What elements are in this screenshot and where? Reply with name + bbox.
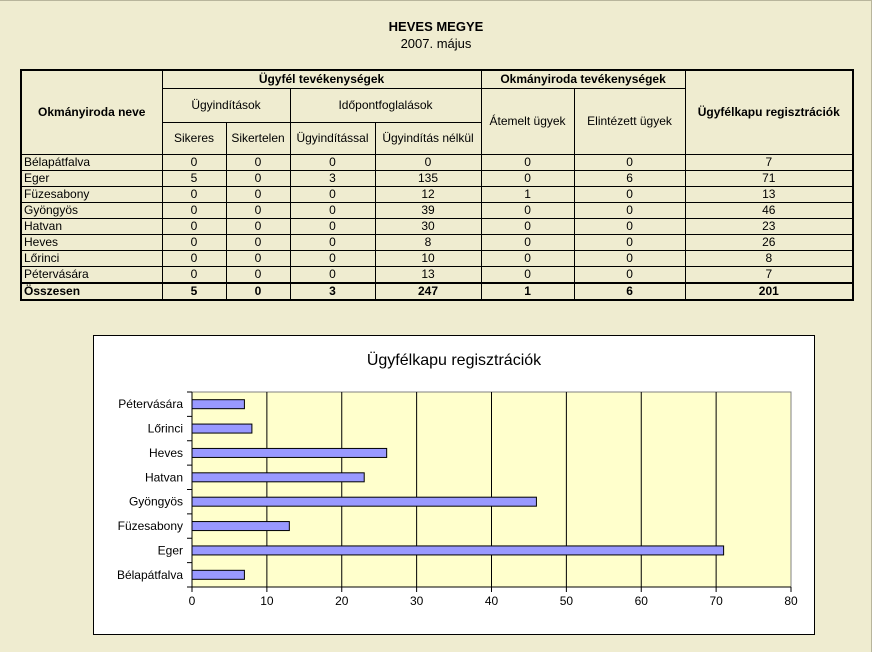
cell-value: 0 bbox=[226, 154, 290, 170]
bar-chart bbox=[94, 336, 814, 634]
header-transferred: Átemelt ügyek bbox=[481, 88, 574, 154]
cell-total: 3 bbox=[290, 283, 375, 300]
report-subtitle: 2007. május bbox=[400, 36, 472, 51]
table-row bbox=[21, 218, 853, 234]
bar bbox=[192, 497, 536, 506]
cell-value: 13 bbox=[685, 186, 853, 202]
cell-office: Lőrinci bbox=[21, 250, 162, 266]
x-tick-label: 70 bbox=[709, 594, 723, 608]
cell-value: 10 bbox=[375, 250, 481, 266]
cell-value: 0 bbox=[226, 234, 290, 250]
header-without-initiation: Ügyindítás nélkül bbox=[375, 122, 481, 154]
cell-value: 8 bbox=[685, 250, 853, 266]
cell-value: 0 bbox=[574, 218, 685, 234]
cell-value: 7 bbox=[685, 154, 853, 170]
statistics-table bbox=[20, 69, 854, 301]
header-with-initiation: Ügyindítással bbox=[290, 122, 375, 154]
cell-office: Füzesabony bbox=[21, 186, 162, 202]
cell-value: 0 bbox=[290, 250, 375, 266]
cell-office: Gyöngyös bbox=[21, 202, 162, 218]
x-tick-label: 30 bbox=[409, 594, 424, 608]
y-tick-label: Heves bbox=[148, 445, 183, 460]
x-tick-label: 60 bbox=[634, 594, 648, 608]
cell-value: 0 bbox=[574, 250, 685, 266]
cell-value: 0 bbox=[162, 234, 226, 250]
cell-total: 1 bbox=[481, 283, 574, 300]
cell-value: 1 bbox=[481, 186, 574, 202]
header-case-initiations: Ügyindítások bbox=[162, 88, 290, 122]
x-tick-label: 80 bbox=[784, 594, 798, 608]
cell-value: 0 bbox=[162, 202, 226, 218]
table-row bbox=[21, 202, 853, 218]
bar bbox=[192, 448, 387, 457]
cell-value: 13 bbox=[375, 266, 481, 283]
table-total-row bbox=[21, 283, 853, 300]
cell-value: 0 bbox=[481, 234, 574, 250]
x-tick-label: 10 bbox=[260, 594, 274, 608]
cell-value: 0 bbox=[162, 266, 226, 283]
table-row bbox=[21, 234, 853, 250]
bar bbox=[192, 424, 252, 433]
cell-value: 0 bbox=[226, 170, 290, 186]
y-tick-label: Pétervására bbox=[118, 397, 183, 412]
cell-value: 5 bbox=[162, 170, 226, 186]
cell-value: 0 bbox=[226, 250, 290, 266]
cell-value: 0 bbox=[226, 186, 290, 202]
y-tick-label: Bélapátfalva bbox=[116, 567, 183, 582]
table-row bbox=[21, 186, 853, 202]
y-tick-label: Gyöngyös bbox=[128, 494, 183, 509]
cell-value: 0 bbox=[162, 218, 226, 234]
bar bbox=[192, 400, 244, 409]
cell-value: 30 bbox=[375, 218, 481, 234]
cell-value: 0 bbox=[162, 186, 226, 202]
cell-office: Pétervására bbox=[21, 266, 162, 283]
header-registrations: Ügyfélkapu regisztrációk bbox=[685, 70, 853, 154]
x-tick-label: 0 bbox=[188, 594, 196, 608]
cell-value: 0 bbox=[290, 218, 375, 234]
bar bbox=[192, 546, 724, 555]
cell-total: 0 bbox=[226, 283, 290, 300]
cell-total: 5 bbox=[162, 283, 226, 300]
cell-value: 0 bbox=[226, 218, 290, 234]
cell-value: 0 bbox=[290, 234, 375, 250]
header-success: Sikeres bbox=[162, 122, 226, 154]
cell-value: 0 bbox=[481, 266, 574, 283]
cell-office: Hatvan bbox=[21, 218, 162, 234]
report-title: HEVES MEGYE bbox=[388, 19, 484, 34]
header-failed: Sikertelen bbox=[226, 122, 290, 154]
cell-value: 0 bbox=[290, 266, 375, 283]
cell-value: 71 bbox=[685, 170, 853, 186]
cell-office: Bélapátfalva bbox=[21, 154, 162, 170]
cell-value: 0 bbox=[375, 154, 481, 170]
cell-value: 26 bbox=[685, 234, 853, 250]
cell-value: 0 bbox=[481, 170, 574, 186]
cell-value: 39 bbox=[375, 202, 481, 218]
cell-value: 0 bbox=[481, 202, 574, 218]
cell-value: 3 bbox=[290, 170, 375, 186]
cell-value: 0 bbox=[574, 186, 685, 202]
cell-value: 0 bbox=[226, 266, 290, 283]
header-office-activities: Okmányiroda tevékenységek bbox=[481, 70, 685, 88]
cell-value: 0 bbox=[574, 266, 685, 283]
cell-total: 247 bbox=[375, 283, 481, 300]
table-row bbox=[21, 170, 853, 186]
cell-value: 0 bbox=[574, 202, 685, 218]
cell-value: 0 bbox=[162, 154, 226, 170]
cell-value: 0 bbox=[574, 154, 685, 170]
bar bbox=[192, 522, 289, 531]
cell-value: 12 bbox=[375, 186, 481, 202]
header-completed: Elintézett ügyek bbox=[574, 88, 685, 154]
table-row bbox=[21, 266, 853, 283]
cell-value: 6 bbox=[574, 170, 685, 186]
x-tick-label: 40 bbox=[484, 594, 499, 608]
y-tick-label: Hatvan bbox=[144, 470, 183, 485]
cell-value: 0 bbox=[481, 154, 574, 170]
frame-border-top bbox=[0, 0, 872, 1]
chart-title: Ügyfélkapu regisztrációk bbox=[366, 352, 542, 369]
chart-area bbox=[93, 335, 815, 635]
y-tick-label: Eger bbox=[157, 543, 183, 558]
cell-value: 0 bbox=[290, 202, 375, 218]
bar bbox=[192, 570, 244, 579]
bar bbox=[192, 473, 364, 482]
cell-total: 201 bbox=[685, 283, 853, 300]
cell-office: Heves bbox=[21, 234, 162, 250]
cell-value: 0 bbox=[481, 250, 574, 266]
x-tick-label: 20 bbox=[335, 594, 349, 608]
header-client-activities: Ügyfél tevékenységek bbox=[162, 70, 481, 88]
cell-value: 135 bbox=[375, 170, 481, 186]
cell-total: 6 bbox=[574, 283, 685, 300]
y-tick-label: Lőrinci bbox=[147, 421, 183, 436]
cell-value: 46 bbox=[685, 202, 853, 218]
table-row bbox=[21, 154, 853, 170]
cell-value: 0 bbox=[481, 218, 574, 234]
cell-total-label: Összesen bbox=[21, 283, 162, 300]
header-office-name: Okmányiroda neve bbox=[21, 70, 162, 154]
table-row bbox=[21, 250, 853, 266]
y-tick-label: Füzesabony bbox=[117, 519, 183, 534]
cell-value: 0 bbox=[290, 186, 375, 202]
cell-value: 0 bbox=[574, 234, 685, 250]
cell-office: Eger bbox=[21, 170, 162, 186]
cell-value: 0 bbox=[226, 202, 290, 218]
x-tick-label: 50 bbox=[559, 594, 574, 608]
cell-value: 23 bbox=[685, 218, 853, 234]
cell-value: 7 bbox=[685, 266, 853, 283]
cell-value: 0 bbox=[162, 250, 226, 266]
cell-value: 8 bbox=[375, 234, 481, 250]
cell-value: 0 bbox=[290, 154, 375, 170]
header-appointments: Időpontfoglalások bbox=[290, 88, 481, 122]
